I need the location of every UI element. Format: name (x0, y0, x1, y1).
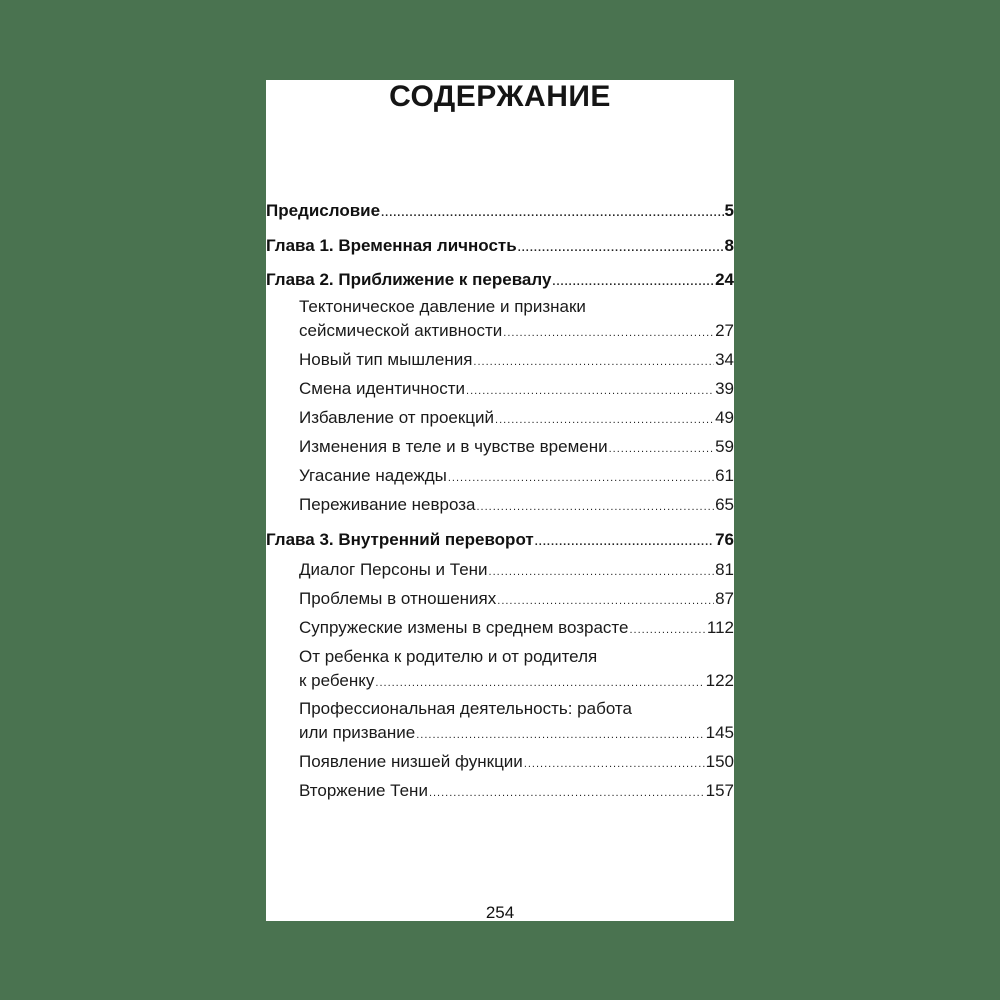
dot-leader (429, 782, 705, 802)
toc-entry-section[interactable] (299, 378, 734, 400)
toc-entry-section[interactable] (299, 751, 734, 773)
toc-label-line1: От ребенка к родителю и от родителя (299, 647, 598, 666)
dot-leader (476, 496, 714, 516)
toc-label: Глава 3. Внутренний переворот (266, 530, 534, 549)
toc-page-number: 8 (724, 236, 734, 255)
dot-leader (416, 724, 704, 744)
toc-label: Появление низшей функции (299, 752, 523, 771)
toc-entry-section[interactable] (299, 722, 734, 744)
dot-leader (466, 380, 714, 400)
dot-leader (473, 351, 714, 371)
toc-entry-section[interactable] (299, 349, 734, 371)
toc-entry-section[interactable] (299, 617, 734, 639)
toc-label: Смена идентичности (299, 379, 466, 398)
toc-label: к ребенку (299, 671, 375, 690)
toc-entry-section[interactable] (299, 780, 734, 802)
dot-leader (609, 438, 714, 458)
dot-leader (375, 672, 704, 692)
toc-label-line1: Тектоническое давление и признаки (299, 297, 586, 316)
page-title: СОДЕРЖАНИЕ (389, 80, 611, 113)
toc-label: Переживание невроза (299, 495, 476, 514)
toc-page-number: 81 (715, 560, 734, 579)
dot-leader (495, 409, 714, 429)
dot-leader (381, 202, 723, 222)
toc-page-number: 61 (715, 466, 734, 485)
toc-label-line1: Профессиональная деятельность: работа (299, 699, 632, 718)
dot-leader (503, 322, 714, 342)
toc-entry-section[interactable] (299, 494, 734, 516)
toc-entry-section[interactable] (299, 670, 734, 692)
toc-entry-section[interactable] (299, 436, 734, 458)
toc-entry-section[interactable] (299, 320, 734, 342)
toc-label: Предисловие (266, 201, 381, 220)
page-number: 254 (485, 903, 515, 921)
toc-page-number: 59 (715, 437, 734, 456)
toc-label: Изменения в теле и в чувстве времени (299, 437, 608, 456)
dot-leader (489, 561, 715, 581)
toc-entry-section[interactable] (299, 588, 734, 610)
toc-entry-chapter-1[interactable] (266, 235, 734, 257)
toc-entry-preface[interactable] (266, 200, 734, 222)
toc-entry-section[interactable] (299, 407, 734, 429)
toc-label: или призвание (299, 723, 416, 742)
toc-label: Новый тип мышления (299, 350, 473, 369)
toc-page-number: 122 (705, 671, 734, 690)
toc-page-number: 5 (724, 201, 734, 220)
toc-label: сейсмической активности (299, 321, 503, 340)
toc-label: Глава 1. Временная личность (266, 236, 517, 255)
toc-label: Диалог Персоны и Тени (299, 560, 488, 579)
toc-entry-chapter-2[interactable] (266, 269, 734, 291)
toc-page-number: 39 (715, 379, 734, 398)
dot-leader (524, 753, 705, 773)
toc-page-number: 27 (715, 321, 734, 340)
dot-leader (497, 590, 714, 610)
toc-page-number: 49 (715, 408, 734, 427)
toc-entry-section[interactable] (299, 465, 734, 487)
toc-page-number: 150 (705, 752, 734, 771)
toc-label: Угасание надежды (299, 466, 447, 485)
toc-entry-section[interactable] (299, 559, 734, 581)
dot-leader (552, 271, 714, 291)
toc-page-number: 24 (715, 270, 734, 289)
book-page (266, 80, 734, 921)
toc-page-number: 157 (705, 781, 734, 800)
dot-leader (518, 237, 724, 257)
toc-label: Избавление от проекций (299, 408, 495, 427)
toc-label: Проблемы в отношениях (299, 589, 497, 608)
toc-label: Глава 2. Приближение к перевалу (266, 270, 552, 289)
toc-page-number: 87 (715, 589, 734, 608)
toc-page-number: 112 (706, 618, 734, 637)
toc-label: Супружеские измены в среднем возрасте (299, 618, 629, 637)
dot-leader (535, 531, 714, 551)
toc-page-number: 34 (715, 350, 734, 369)
dot-leader (629, 619, 705, 639)
toc-entry-chapter-3[interactable] (266, 529, 734, 551)
dot-leader (448, 467, 714, 487)
toc-label: Вторжение Тени (299, 781, 428, 800)
toc-page-number: 65 (715, 495, 734, 514)
toc-page-number: 76 (715, 530, 734, 549)
toc-page-number: 145 (705, 723, 734, 742)
